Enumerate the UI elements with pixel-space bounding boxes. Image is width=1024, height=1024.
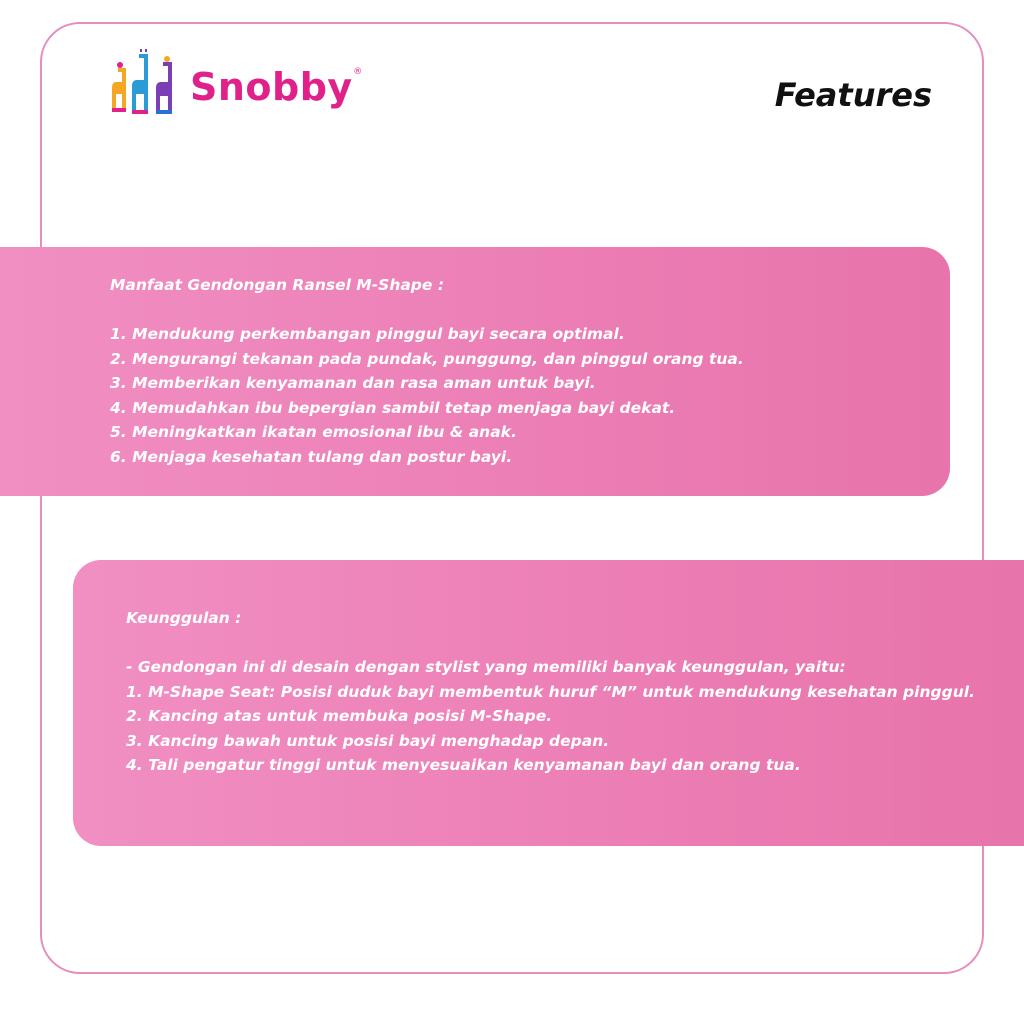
advantages-heading: Keunggulan : [126, 609, 242, 627]
brand-name: Snobby [190, 65, 353, 109]
benefits-panel [0, 247, 950, 496]
brand-wordmark [190, 65, 363, 109]
page-title: Features [774, 76, 932, 114]
list-item: 5. Meningkatkan ikatan emosional ibu & anak. [110, 423, 517, 441]
list-item: 3. Memberikan kenyamanan dan rasa aman untuk bayi. [110, 374, 596, 392]
benefits-heading: Manfaat Gendongan Ransel M-Shape : [110, 276, 445, 294]
advantages-panel [73, 560, 1024, 846]
list-item: 2. Kancing atas untuk membuka posisi M-Shape. [126, 707, 553, 725]
list-item: 1. M-Shape Seat: Posisi duduk bayi membentuk huruf “M” untuk mendukung kesehatan pinggul. [126, 682, 975, 701]
brand-logo [104, 48, 363, 120]
list-item: 6. Menjaga kesehatan tulang dan postur bayi. [110, 447, 513, 466]
list-item: 3. Kancing bawah untuk posisi bayi menghadap depan. [126, 731, 610, 750]
list-item: 2. Mengurangi tekanan pada pundak, punggung, dan pinggul orang tua. [110, 349, 744, 368]
benefits-list [110, 322, 950, 469]
giraffe-family-icon [104, 48, 186, 120]
list-item: 4. Tali pengatur tinggi untuk menyesuaikan kenyamanan bayi dan orang tua. [126, 756, 801, 774]
advantages-intro: - Gendongan ini di desain dengan stylist yang memiliki banyak keunggulan, yaitu: [126, 658, 846, 676]
advantages-list [126, 655, 1024, 778]
list-item: 4. Memudahkan ibu bepergian sambil tetap menjaga bayi dekat. [110, 398, 676, 417]
list-item: 1. Mendukung perkembangan pinggul bayi secara optimal. [110, 325, 625, 343]
registered-mark: ® [353, 67, 363, 77]
